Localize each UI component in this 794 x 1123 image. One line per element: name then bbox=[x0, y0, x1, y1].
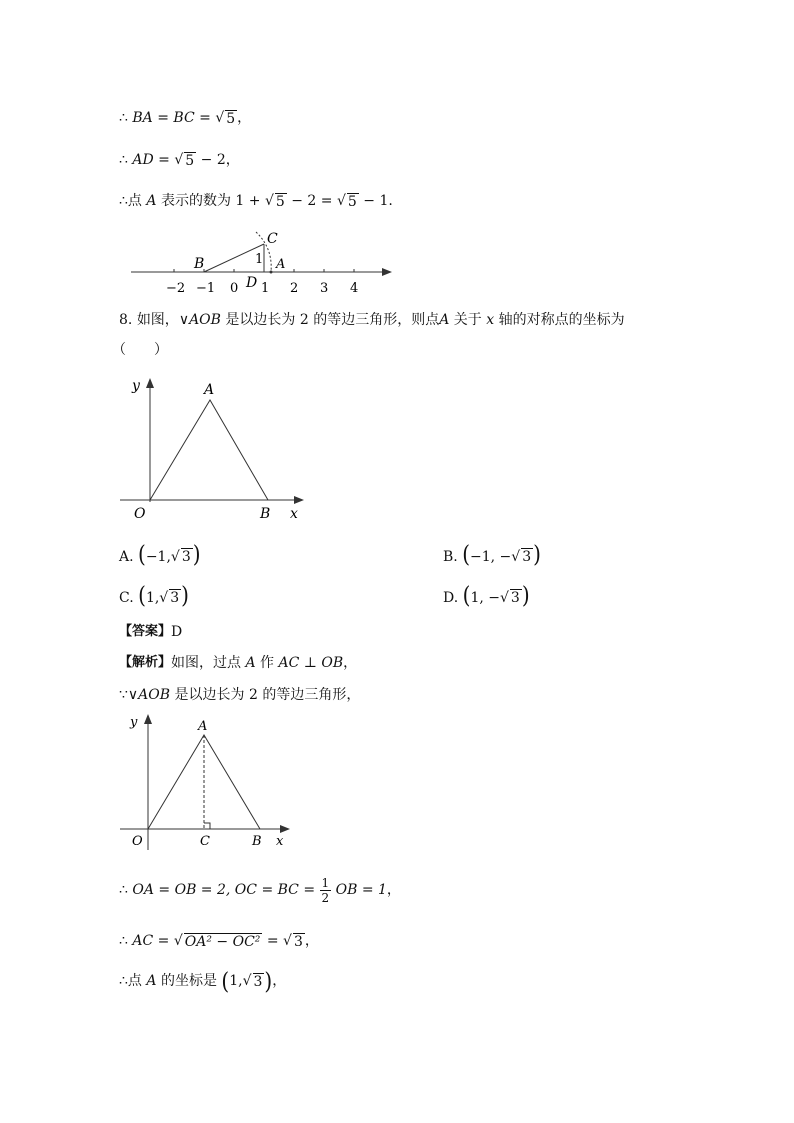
denominator: 2 bbox=[321, 890, 330, 905]
equation-lhs: AD = bbox=[132, 152, 170, 168]
radicand: 3 bbox=[253, 973, 263, 990]
variable: A bbox=[245, 655, 256, 671]
y-axis-arrow bbox=[144, 714, 152, 724]
label-c: C bbox=[200, 834, 210, 849]
paren-open: ( bbox=[462, 540, 471, 568]
equals: = bbox=[266, 933, 279, 949]
text: 点 bbox=[127, 973, 142, 989]
y-axis-arrow bbox=[146, 378, 154, 388]
text: 表示的数为 bbox=[160, 193, 231, 209]
label-c: C bbox=[267, 231, 278, 247]
question-number: 8. bbox=[119, 312, 133, 328]
solution-line-1 bbox=[119, 872, 401, 908]
tick-label: 3 bbox=[320, 281, 329, 296]
variable: AOB bbox=[138, 687, 171, 703]
radicand: 3 bbox=[181, 549, 191, 565]
sqrt-symbol: √ bbox=[283, 933, 292, 949]
therefore-symbol: ∴ bbox=[119, 110, 128, 126]
fraction-half bbox=[320, 876, 332, 905]
expression: AC ⊥ OB bbox=[278, 655, 344, 671]
coordinate-value: 1, bbox=[229, 973, 243, 989]
punctuation: ， bbox=[272, 973, 287, 989]
text: 的坐标是 bbox=[160, 973, 217, 989]
therefore-symbol: ∴ bbox=[119, 973, 128, 989]
triangle-figure-2 bbox=[118, 710, 298, 852]
triangle-symbol: ∨ bbox=[178, 312, 190, 328]
text: 关于 bbox=[453, 312, 482, 328]
answer-paren: （ ） bbox=[112, 342, 168, 358]
punctuation: ， bbox=[343, 655, 358, 671]
triangle-figure-1 bbox=[118, 374, 308, 524]
radicand: 5 bbox=[347, 193, 357, 210]
label-x: x bbox=[276, 834, 284, 849]
text: 点 bbox=[127, 193, 142, 209]
numerator: 1 bbox=[321, 875, 330, 890]
therefore-symbol: ∴ bbox=[119, 193, 128, 209]
sqrt-symbol: √ bbox=[511, 549, 521, 565]
expression: − 1 bbox=[363, 193, 389, 209]
radicand: 5 bbox=[226, 110, 236, 127]
tick-label: 2 bbox=[290, 281, 299, 296]
answer-line bbox=[119, 622, 182, 642]
right-angle-mark bbox=[204, 823, 210, 829]
expression: 1 + bbox=[235, 193, 261, 209]
punctuation: ， bbox=[304, 933, 319, 949]
radicand: 5 bbox=[185, 152, 195, 169]
sqrt-symbol: √ bbox=[159, 590, 169, 606]
option-d[interactable] bbox=[443, 581, 530, 609]
because-line bbox=[119, 685, 360, 705]
punctuation: ， bbox=[386, 882, 401, 898]
paren-close: ) bbox=[192, 540, 201, 568]
x-axis-arrow bbox=[294, 496, 304, 504]
sqrt-symbol: √ bbox=[215, 110, 225, 126]
proof-line-2 bbox=[119, 150, 240, 170]
axis-arrow bbox=[382, 268, 392, 276]
text: 是以边长为 2 的等边三角形，则点 bbox=[225, 312, 440, 328]
tick-label: −2 bbox=[166, 281, 186, 296]
radicand: OA² − OC² bbox=[184, 933, 261, 950]
label-y: y bbox=[130, 715, 138, 730]
therefore-symbol: ∴ bbox=[119, 933, 128, 949]
label-b: B bbox=[252, 834, 262, 849]
equation-lhs: BA = BC = bbox=[132, 110, 211, 126]
analysis-line bbox=[119, 653, 357, 673]
option-value: −1, bbox=[145, 549, 171, 565]
triangle-symbol: ∨ bbox=[127, 687, 139, 703]
radicand: 3 bbox=[510, 590, 520, 606]
option-label: A. bbox=[119, 549, 134, 565]
radicand: 3 bbox=[293, 933, 303, 950]
paren-open: ( bbox=[138, 540, 146, 568]
label-b: B bbox=[194, 256, 205, 272]
sqrt-symbol: √ bbox=[336, 193, 346, 209]
paren-close: ) bbox=[181, 581, 189, 609]
therefore-symbol: ∴ bbox=[119, 882, 128, 898]
proof-line-3 bbox=[119, 191, 393, 211]
paren-open: ( bbox=[221, 967, 230, 995]
label-y: y bbox=[132, 378, 140, 394]
variable: A bbox=[146, 973, 157, 989]
label-one: 1 bbox=[255, 252, 264, 267]
number-line-figure bbox=[126, 226, 398, 296]
variable: A bbox=[146, 193, 157, 209]
label-a: A bbox=[276, 257, 286, 272]
text: 作 bbox=[260, 655, 275, 671]
paren-close: ) bbox=[264, 967, 273, 995]
sqrt-symbol: √ bbox=[173, 933, 183, 949]
text: 如图，过点 bbox=[171, 655, 242, 671]
because-symbol: ∵ bbox=[119, 687, 128, 703]
sqrt-symbol: √ bbox=[500, 590, 509, 606]
text: 是以边长为 2 的等边三角形， bbox=[174, 687, 361, 703]
label-a: A bbox=[198, 719, 208, 734]
tick-label: 0 bbox=[230, 281, 239, 296]
option-value: 1, bbox=[145, 590, 160, 606]
option-label: D. bbox=[443, 590, 459, 606]
punctuation: . bbox=[388, 193, 393, 209]
therefore-symbol: ∴ bbox=[119, 152, 128, 168]
analysis-tag: 【解析】 bbox=[119, 655, 172, 670]
sqrt-symbol: √ bbox=[170, 549, 180, 565]
label-d: D bbox=[246, 275, 258, 291]
solution-line-3 bbox=[119, 967, 287, 995]
variable: A bbox=[439, 312, 450, 328]
radicand: 3 bbox=[170, 590, 180, 606]
equation-rhs: OB = 1 bbox=[335, 882, 387, 898]
label-o: O bbox=[134, 506, 146, 522]
point-a bbox=[270, 271, 273, 274]
label-o: O bbox=[132, 834, 143, 849]
label-b: B bbox=[260, 506, 271, 522]
equation-lhs: OA = OB = 2, OC = BC = bbox=[132, 882, 316, 898]
answer-value: D bbox=[171, 624, 183, 640]
paren-close: ) bbox=[521, 581, 530, 609]
equation-lhs: AC = bbox=[132, 933, 170, 949]
question-8 bbox=[119, 310, 625, 330]
option-c[interactable] bbox=[119, 581, 189, 609]
text: 如图， bbox=[136, 312, 179, 328]
sqrt-symbol: √ bbox=[242, 973, 252, 989]
label-x: x bbox=[290, 506, 298, 522]
x-axis-arrow bbox=[280, 825, 290, 833]
tick-label: 4 bbox=[350, 281, 359, 296]
option-b[interactable] bbox=[443, 540, 541, 568]
radicand: 5 bbox=[275, 193, 285, 210]
answer-tag: 【答案】 bbox=[119, 624, 172, 639]
expression: − 2 = bbox=[291, 193, 333, 209]
solution-line-2 bbox=[119, 931, 319, 951]
option-label: B. bbox=[443, 549, 458, 565]
variable: AOB bbox=[189, 312, 221, 328]
option-label: C. bbox=[119, 590, 134, 606]
equation-rest: − 2 bbox=[200, 152, 226, 168]
paren-close: ) bbox=[533, 540, 541, 568]
radicand: 3 bbox=[522, 549, 532, 565]
sqrt-symbol: √ bbox=[264, 193, 274, 209]
option-value: −1, − bbox=[470, 549, 512, 565]
tick-label: −1 bbox=[196, 281, 216, 296]
paren-open: ( bbox=[462, 581, 471, 609]
option-value: 1, − bbox=[470, 590, 500, 606]
variable: x bbox=[486, 312, 495, 328]
sqrt-symbol: √ bbox=[174, 152, 184, 168]
punctuation: ， bbox=[225, 152, 240, 168]
triangle-aob bbox=[150, 400, 268, 500]
option-a[interactable] bbox=[119, 540, 201, 568]
proof-line-1 bbox=[119, 108, 251, 128]
punctuation: ， bbox=[237, 110, 252, 126]
label-a: A bbox=[204, 382, 215, 398]
tick-label: 1 bbox=[261, 281, 270, 296]
text: 轴的对称点的坐标为 bbox=[498, 312, 625, 328]
paren-open: ( bbox=[138, 581, 146, 609]
